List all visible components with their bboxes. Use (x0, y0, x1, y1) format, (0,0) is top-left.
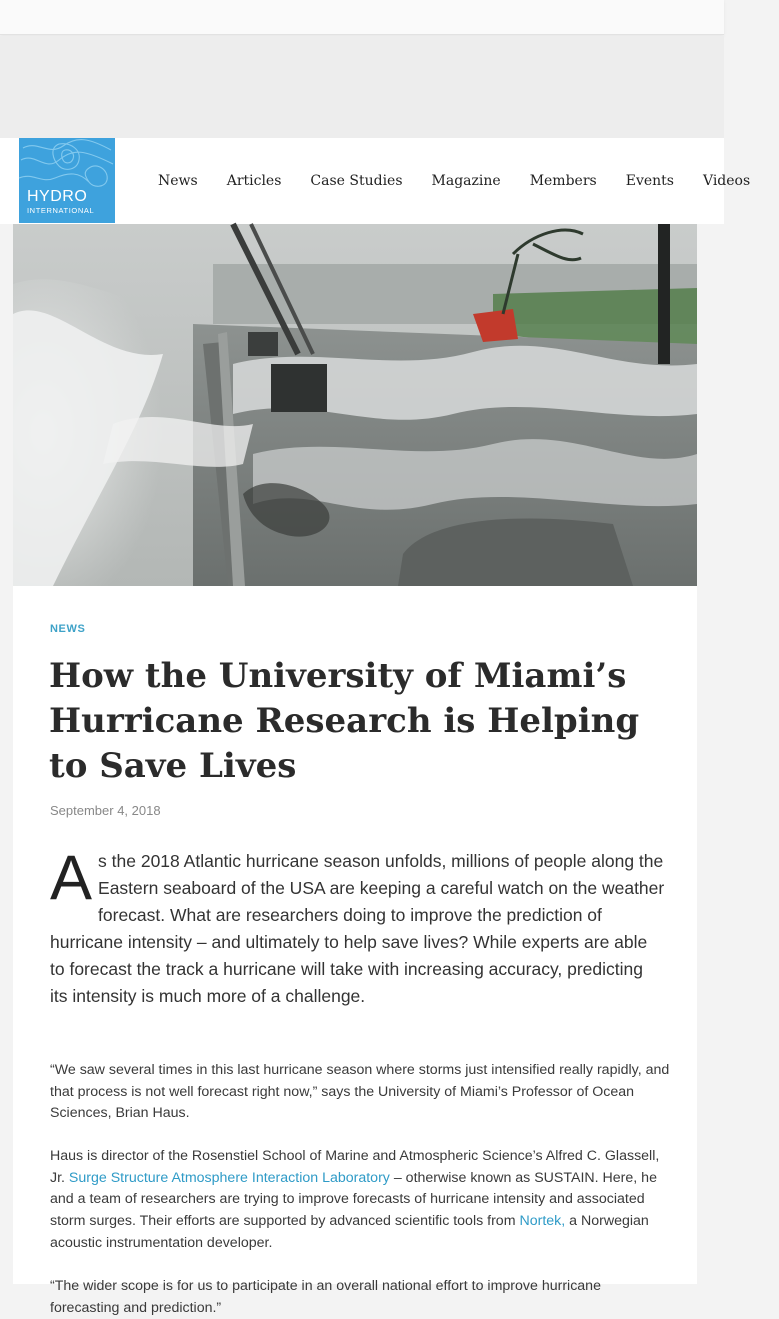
article-title: How the University of Miami’s Hurricane Research is Helping to Save Lives (49, 656, 640, 786)
article-lead (50, 843, 665, 1010)
main-navigation (158, 138, 779, 224)
nortek-link[interactable]: Nortek, (519, 1213, 566, 1230)
sustain-lab-link[interactable]: Surge Structure Atmosphere Interaction Laboratory (68, 1169, 390, 1186)
ad-banner-space (0, 36, 724, 138)
nav-item-events[interactable]: Events (625, 173, 674, 189)
storm-surge-photo (13, 224, 697, 586)
paragraph-2-start: Haus is director of the Rosenstiel School of Marine and Atmospheric Science’s Alfred C. Glassell, Jr. (50, 1148, 660, 1186)
logo-subtext: INTERNATIONAL (27, 206, 95, 215)
article-paragraph-1: “We saw several times in this last hurricane season where storms just intensified really rapidly, and that process is not well forecast right now,” says the University of Miami’s Professor of Ocean Sciences, Brian Haus. (50, 1062, 670, 1122)
article-paragraph-2 (50, 1146, 670, 1255)
article-card (13, 224, 697, 1316)
paragraph-2-middle: – otherwise known as SUSTAIN. Here, he and a team of researchers are trying to improve forecasts of hurricane intensity and associated storm surges. Their efforts are supported by advanced scientific tools from (50, 1169, 657, 1230)
site-logo[interactable] (19, 138, 115, 223)
hero-image (13, 224, 697, 586)
paragraph-2-end: a Norwegian acoustic instrumentation developer. (50, 1213, 649, 1251)
nav-item-case-studies[interactable]: Case Studies (310, 173, 403, 189)
logo-wordmark: HYDRO (27, 188, 88, 205)
nav-item-videos[interactable]: Videos (702, 173, 751, 189)
nav-item-members[interactable]: Members (529, 173, 597, 189)
nav-item-articles[interactable]: Articles (226, 173, 282, 189)
lead-text: s the 2018 Atlantic hurricane season unfolds, millions of people along the Eastern seaboard of the USA are keeping a careful watch on the weather forecast. What are researchers doing to improve the prediction of hurricane intensity – and ultimately to help save lives? While experts are able to forecast the track a hurricane will take with increasing accuracy, predicting its intensity is much more of a challenge. (50, 851, 665, 1006)
drop-cap: A (50, 843, 93, 913)
nav-item-magazine[interactable]: Magazine (431, 173, 501, 189)
site-header (0, 138, 751, 224)
nav-item-news[interactable]: News (158, 173, 198, 189)
article-category[interactable]: NEWS (50, 623, 86, 635)
article-date: September 4, 2018 (50, 803, 161, 818)
browser-top-bar (0, 0, 724, 35)
article-paragraph-3: “The wider scope is for us to participate in an overall national effort to improve hurricane forecasting and prediction.” (50, 1278, 601, 1316)
